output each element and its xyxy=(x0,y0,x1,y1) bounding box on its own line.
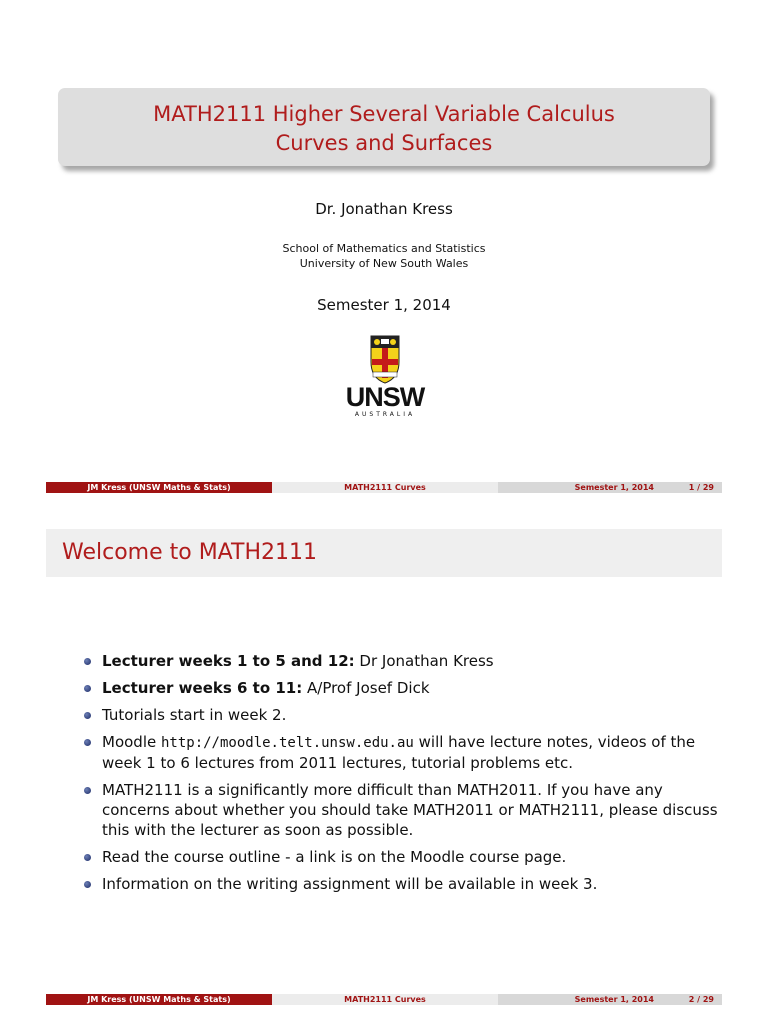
logo-wordmark: UNSW xyxy=(345,382,425,412)
bullet-icon xyxy=(84,854,91,861)
footer-page-number: 1 / 29 xyxy=(688,483,714,492)
institution xyxy=(0,241,768,271)
author-name: Dr. Jonathan Kress xyxy=(315,200,453,218)
slide-footer xyxy=(46,482,722,493)
list-item xyxy=(84,732,724,773)
footer-right xyxy=(498,994,722,1005)
footer-course: MATH2111 Curves xyxy=(272,994,498,1005)
bullet-text: Information on the writing assignment will be available in week 3. xyxy=(102,875,598,893)
institution-school: School of Mathematics and Statistics xyxy=(282,242,486,255)
institution-university: University of New South Wales xyxy=(299,257,469,270)
bullet-icon xyxy=(84,658,91,665)
footer-author: JM Kress (UNSW Maths & Stats) xyxy=(46,482,272,493)
bullet-bold: Lecturer weeks 6 to 11: xyxy=(102,679,303,697)
logo-subtitle: AUSTRALIA xyxy=(354,411,416,418)
moodle-link[interactable]: http://moodle.telt.unsw.edu.au xyxy=(160,735,414,751)
bullet-text: MATH2111 is a significantly more difficult than MATH2011. If you have any concerns about whether you should take MATH2011 or MATH2111, please discuss this with the lecturer as soon as possible. xyxy=(102,781,718,839)
bullet-icon xyxy=(84,685,91,692)
list-item xyxy=(84,705,724,725)
list-item xyxy=(84,780,724,840)
bullet-icon xyxy=(84,739,91,746)
footer-author: JM Kress (UNSW Maths & Stats) xyxy=(46,994,272,1005)
slide-footer xyxy=(46,994,722,1005)
bullet-text: Read the course outline - a link is on the Moodle course page. xyxy=(102,848,567,866)
footer-course: MATH2111 Curves xyxy=(272,482,498,493)
bullet-text: Dr Jonathan Kress xyxy=(354,652,494,670)
footer-page-number: 2 / 29 xyxy=(688,995,714,1004)
unsw-logo xyxy=(340,334,430,420)
bullet-bold: Lecturer weeks 1 to 5 and 12: xyxy=(102,652,355,670)
bullet-text: Tutorials start in week 2. xyxy=(102,706,287,724)
list-item xyxy=(84,678,724,698)
bullet-icon xyxy=(84,881,91,888)
list-item xyxy=(84,874,724,894)
bullet-icon xyxy=(84,787,91,794)
bullet-text: will have lecture notes, videos of the week 1 to 6 lectures from 2011 lectures, tutorial problems etc. xyxy=(102,733,696,772)
list-item xyxy=(84,651,724,671)
title-slide xyxy=(0,0,768,500)
bullet-list xyxy=(84,651,724,901)
title-box xyxy=(58,88,710,166)
footer-date: Semester 1, 2014 xyxy=(574,995,654,1004)
footer-right xyxy=(498,482,722,493)
bullet-icon xyxy=(84,712,91,719)
presentation-title: MATH2111 Higher Several Variable Calculus xyxy=(153,102,615,126)
unsw-crest-icon xyxy=(369,334,401,384)
bullet-text: A/Prof Josef Dick xyxy=(302,679,430,697)
bullet-text: Moodle xyxy=(102,733,161,751)
slide-title: Welcome to MATH2111 xyxy=(46,529,722,577)
presentation-date: Semester 1, 2014 xyxy=(317,296,451,314)
list-item xyxy=(84,847,724,867)
presentation-subtitle: Curves and Surfaces xyxy=(275,131,493,155)
footer-date: Semester 1, 2014 xyxy=(574,483,654,492)
